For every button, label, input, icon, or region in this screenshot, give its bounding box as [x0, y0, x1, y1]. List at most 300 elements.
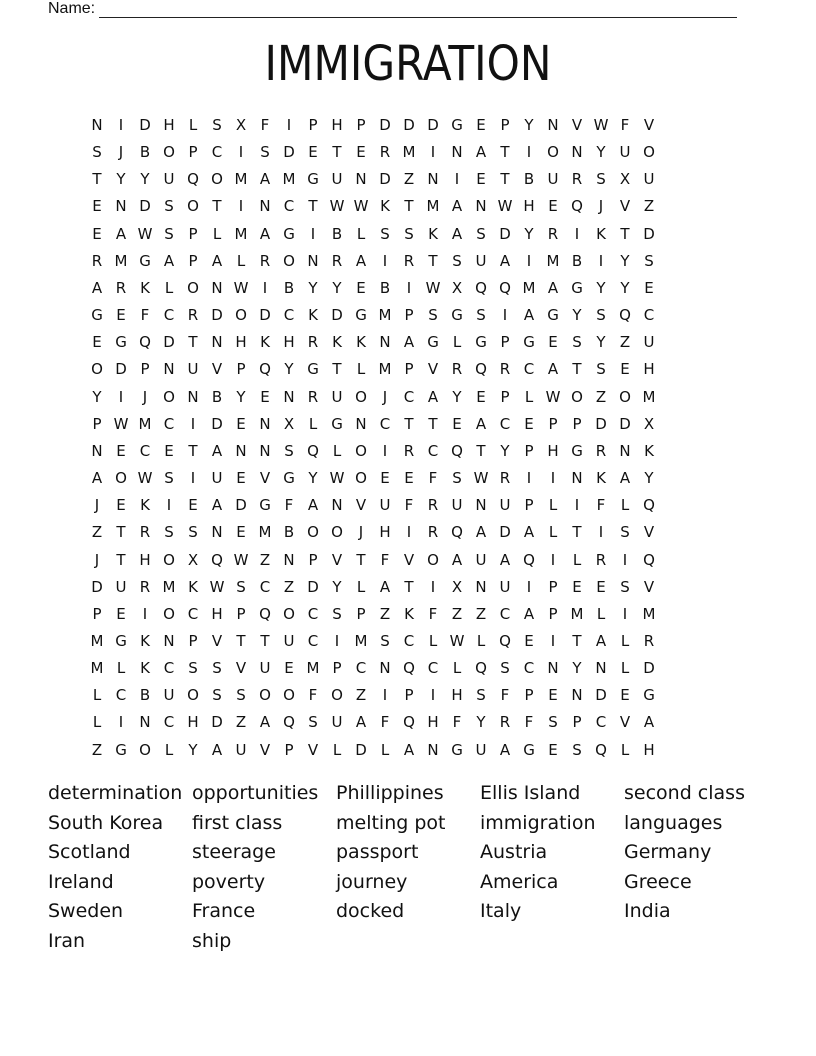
grid-letter: A	[523, 306, 535, 325]
grid-letter: R	[139, 523, 151, 542]
grid-letter: R	[595, 441, 607, 460]
grid-letter: Y	[236, 387, 246, 406]
grid-letter: I	[190, 414, 196, 433]
grid-letter: P	[188, 224, 198, 243]
grid-letter: Z	[619, 333, 631, 352]
word-item: India	[624, 900, 671, 923]
grid-letter: F	[140, 306, 150, 325]
grid-letter: C	[355, 659, 367, 678]
grid-letter: P	[548, 414, 558, 433]
grid-letter: E	[452, 414, 462, 433]
grid-letter: S	[644, 251, 654, 270]
grid-letter: Y	[188, 740, 198, 759]
grid-letter: Y	[116, 170, 126, 189]
grid-letter: D	[307, 577, 319, 596]
grid-letter: A	[259, 713, 271, 732]
grid-letter: R	[187, 306, 199, 325]
grid-letter: F	[620, 116, 630, 134]
grid-letter: I	[526, 251, 532, 270]
grid-letter: Z	[235, 713, 247, 732]
grid-letter: Z	[379, 604, 391, 623]
grid-letter: F	[428, 469, 438, 488]
grid-letter: L	[572, 550, 582, 569]
grid-letter: E	[620, 360, 630, 379]
grid-letter: F	[260, 116, 270, 134]
grid-letter: Z	[595, 387, 607, 406]
grid-letter: G	[283, 224, 295, 243]
grid-letter: C	[187, 604, 199, 623]
grid-letter: M	[378, 306, 392, 325]
grid-letter: C	[403, 631, 415, 650]
grid-letter: M	[570, 604, 584, 623]
grid-letter: T	[116, 550, 126, 569]
grid-letter: G	[331, 414, 343, 433]
grid-letter: L	[332, 441, 342, 460]
grid-letter: M	[90, 631, 104, 650]
grid-letter: N	[139, 713, 151, 732]
name-blank-line	[99, 2, 737, 18]
grid-letter: W	[449, 631, 465, 650]
grid-letter: I	[430, 577, 436, 596]
grid-letter: A	[451, 550, 463, 569]
grid-letter: A	[115, 224, 127, 243]
grid-letter: Z	[259, 550, 271, 569]
grid-letter: R	[499, 713, 511, 732]
grid-letter: V	[643, 577, 655, 596]
grid-letter: D	[595, 686, 607, 705]
grid-letter: R	[91, 251, 103, 270]
grid-letter: Y	[476, 713, 486, 732]
grid-letter: M	[234, 224, 248, 243]
grid-letter: K	[260, 333, 270, 352]
grid-letter: U	[499, 577, 511, 596]
grid-letter: F	[308, 686, 318, 705]
grid-letter: H	[379, 523, 391, 542]
grid-letter: K	[140, 631, 150, 650]
grid-letter: A	[259, 224, 271, 243]
grid-letter: L	[164, 740, 174, 759]
grid-letter: T	[356, 550, 366, 569]
grid-letter: I	[118, 713, 124, 732]
grid-letter: S	[212, 659, 222, 678]
grid-letter: T	[572, 523, 582, 542]
grid-letter: G	[283, 469, 295, 488]
grid-letter: P	[140, 360, 150, 379]
word-item: docked	[336, 900, 405, 923]
grid-letter: O	[283, 251, 295, 270]
grid-letter: O	[427, 550, 439, 569]
grid-letter: A	[475, 143, 487, 162]
word-list	[48, 780, 768, 958]
grid-letter: A	[499, 740, 511, 759]
grid-letter: N	[451, 143, 463, 162]
grid-letter: O	[187, 686, 199, 705]
grid-letter: I	[526, 469, 532, 488]
grid-letter: B	[331, 224, 343, 243]
word-item: Scotland	[48, 841, 131, 864]
grid-letter: T	[260, 631, 270, 650]
grid-letter: P	[308, 116, 318, 134]
grid-letter: X	[187, 550, 199, 569]
grid-letter: H	[331, 116, 343, 134]
grid-letter: A	[499, 550, 511, 569]
grid-letter: L	[428, 631, 438, 650]
word-item: Italy	[480, 900, 522, 923]
grid-letter: I	[550, 550, 556, 569]
grid-letter: T	[332, 360, 342, 379]
grid-letter: W	[233, 550, 249, 569]
grid-letter: G	[355, 306, 367, 325]
grid-letter: O	[187, 197, 199, 216]
grid-letter: M	[546, 251, 560, 270]
grid-letter: I	[190, 469, 196, 488]
grid-letter: P	[404, 360, 414, 379]
grid-letter: E	[476, 387, 486, 406]
grid-letter: S	[596, 170, 606, 189]
grid-letter: N	[163, 631, 175, 650]
grid-letter: O	[163, 550, 175, 569]
grid-letter: R	[307, 333, 319, 352]
grid-letter: R	[571, 170, 583, 189]
grid-letter: L	[452, 659, 462, 678]
grid-letter: C	[163, 414, 175, 433]
grid-letter: E	[236, 469, 246, 488]
grid-letter: D	[643, 659, 655, 678]
grid-letter: T	[404, 197, 414, 216]
grid-letter: I	[310, 224, 316, 243]
grid-letter: A	[547, 278, 559, 297]
grid-letter: D	[115, 360, 127, 379]
grid-letter: G	[259, 496, 271, 515]
grid-letter: P	[548, 577, 558, 596]
grid-letter: U	[115, 577, 127, 596]
grid-letter: M	[282, 170, 296, 189]
grid-letter: J	[382, 387, 388, 406]
grid-letter: Q	[571, 197, 583, 216]
grid-letter: R	[259, 251, 271, 270]
grid-letter: D	[379, 116, 391, 134]
word-item: France	[192, 900, 256, 923]
grid-letter: N	[571, 469, 583, 488]
grid-letter: R	[379, 143, 391, 162]
grid-letter: W	[353, 197, 369, 216]
grid-letter: A	[595, 631, 607, 650]
grid-letter: D	[259, 306, 271, 325]
grid-letter: R	[547, 224, 559, 243]
grid-letter: U	[451, 496, 463, 515]
grid-letter: O	[355, 441, 367, 460]
grid-letter: X	[451, 278, 463, 297]
grid-letter: F	[596, 496, 606, 515]
grid-letter: W	[329, 197, 345, 216]
grid-letter: L	[212, 224, 222, 243]
grid-letter: S	[188, 523, 198, 542]
grid-letter: I	[238, 197, 244, 216]
grid-letter: C	[259, 577, 271, 596]
grid-letter: C	[595, 713, 607, 732]
grid-letter: E	[236, 414, 246, 433]
grid-letter: A	[307, 496, 319, 515]
grid-letter: R	[427, 523, 439, 542]
grid-letter: K	[380, 197, 390, 216]
grid-letter: Z	[643, 197, 655, 216]
grid-letter: W	[137, 469, 153, 488]
grid-letter: N	[91, 441, 103, 460]
grid-letter: A	[547, 360, 559, 379]
grid-letter: O	[115, 469, 127, 488]
grid-letter: I	[574, 496, 580, 515]
grid-letter: N	[547, 659, 559, 678]
grid-letter: W	[425, 278, 441, 297]
grid-letter: G	[115, 740, 127, 759]
grid-letter: A	[91, 278, 103, 297]
grid-letter: T	[428, 251, 438, 270]
grid-letter: N	[547, 116, 559, 134]
grid-letter: U	[211, 469, 223, 488]
grid-letter: B	[379, 278, 391, 297]
grid-letter: I	[406, 278, 412, 297]
grid-letter: E	[572, 577, 582, 596]
grid-letter: D	[211, 414, 223, 433]
grid-letter: H	[211, 604, 223, 623]
grid-letter: N	[259, 441, 271, 460]
grid-letter: Q	[523, 550, 535, 569]
grid-letter: M	[306, 659, 320, 678]
grid-letter: C	[139, 441, 151, 460]
grid-letter: U	[283, 631, 295, 650]
grid-letter: G	[115, 333, 127, 352]
grid-letter: A	[163, 251, 175, 270]
grid-letter: L	[476, 631, 486, 650]
grid-letter: C	[427, 441, 439, 460]
grid-letter: R	[499, 469, 511, 488]
grid-letter: S	[284, 441, 294, 460]
grid-letter: W	[593, 116, 609, 134]
grid-letter: A	[619, 469, 631, 488]
grid-letter: S	[380, 631, 390, 650]
grid-letter: J	[598, 197, 604, 216]
grid-letter: P	[500, 116, 510, 134]
grid-letter: K	[140, 659, 150, 678]
grid-letter: S	[164, 224, 174, 243]
grid-letter: A	[355, 713, 367, 732]
grid-letter: Z	[355, 686, 367, 705]
grid-letter: U	[187, 360, 199, 379]
grid-letter: R	[427, 496, 439, 515]
grid-letter: A	[355, 251, 367, 270]
grid-letter: S	[212, 686, 222, 705]
grid-letter: H	[235, 333, 247, 352]
grid-letter: Y	[500, 441, 510, 460]
grid-letter: S	[620, 577, 630, 596]
grid-letter: O	[571, 387, 583, 406]
grid-letter: Q	[475, 659, 487, 678]
grid-letter: I	[334, 631, 340, 650]
grid-letter: J	[118, 143, 124, 162]
grid-letter: P	[524, 496, 534, 515]
grid-letter: E	[476, 170, 486, 189]
grid-letter: W	[113, 414, 129, 433]
grid-letter: C	[307, 604, 319, 623]
grid-letter: S	[164, 523, 174, 542]
name-field	[48, 0, 737, 18]
grid-letter: A	[379, 577, 391, 596]
grid-letter: T	[428, 414, 438, 433]
grid-letter: Z	[475, 604, 487, 623]
grid-letter: J	[142, 387, 148, 406]
grid-letter: L	[356, 360, 366, 379]
grid-letter: E	[644, 278, 654, 297]
grid-letter: G	[307, 170, 319, 189]
grid-letter: L	[596, 604, 606, 623]
grid-letter: E	[308, 143, 318, 162]
grid-letter: E	[596, 577, 606, 596]
grid-letter: C	[499, 604, 511, 623]
grid-letter: S	[308, 713, 318, 732]
grid-letter: O	[163, 143, 175, 162]
grid-letter: A	[403, 333, 415, 352]
grid-letter: L	[356, 224, 366, 243]
name-label: Name:	[48, 0, 96, 17]
grid-letter: N	[571, 686, 583, 705]
grid-letter: V	[259, 469, 271, 488]
grid-letter: X	[283, 414, 295, 433]
word-item: Phillippines	[336, 782, 444, 804]
grid-letter: D	[235, 496, 247, 515]
grid-letter: A	[451, 224, 463, 243]
grid-letter: N	[595, 659, 607, 678]
grid-letter: L	[620, 740, 630, 759]
grid-letter: T	[188, 441, 198, 460]
grid-letter: N	[379, 333, 391, 352]
grid-letter: W	[209, 577, 225, 596]
word-item: poverty	[192, 870, 266, 893]
grid-letter: I	[166, 496, 172, 515]
grid-letter: G	[523, 740, 535, 759]
grid-letter: Y	[308, 278, 318, 297]
grid-letter: D	[427, 116, 439, 134]
grid-letter: S	[332, 604, 342, 623]
grid-letter: T	[404, 414, 414, 433]
grid-letter: P	[92, 414, 102, 433]
grid-letter: B	[283, 523, 295, 542]
grid-letter: Q	[475, 360, 487, 379]
grid-letter: E	[356, 143, 366, 162]
grid-letter: Y	[596, 278, 606, 297]
grid-letter: K	[140, 496, 150, 515]
grid-letter: O	[283, 604, 295, 623]
grid-letter: K	[308, 306, 318, 325]
grid-letter: I	[454, 170, 460, 189]
grid-letter: R	[403, 441, 415, 460]
grid-letter: S	[236, 577, 246, 596]
grid-letter: S	[596, 360, 606, 379]
grid-letter: E	[92, 224, 102, 243]
grid-letter: K	[356, 333, 366, 352]
grid-letter: Q	[475, 278, 487, 297]
grid-letter: V	[643, 116, 655, 134]
grid-letter: U	[643, 170, 655, 189]
word-item: ship	[192, 929, 232, 952]
grid-letter: E	[116, 496, 126, 515]
grid-letter: I	[550, 631, 556, 650]
grid-letter: N	[235, 441, 247, 460]
word-item: immigration	[480, 811, 596, 834]
grid-letter: G	[475, 333, 487, 352]
grid-letter: S	[476, 686, 486, 705]
grid-letter: T	[188, 333, 198, 352]
grid-letter: A	[475, 414, 487, 433]
grid-letter: R	[403, 251, 415, 270]
grid-letter: L	[452, 333, 462, 352]
grid-letter: F	[404, 496, 414, 515]
grid-letter: R	[451, 360, 463, 379]
grid-letter: Q	[307, 441, 319, 460]
grid-letter: N	[355, 170, 367, 189]
grid-letter: S	[452, 251, 462, 270]
grid-letter: V	[307, 740, 319, 759]
grid-letter: S	[572, 740, 582, 759]
grid-letter: F	[380, 550, 390, 569]
grid-letter: Q	[403, 659, 415, 678]
grid-letter: S	[188, 659, 198, 678]
grid-letter: E	[476, 116, 486, 134]
grid-letter: S	[596, 306, 606, 325]
grid-letter: O	[163, 387, 175, 406]
grid-letter: U	[475, 740, 487, 759]
grid-letter: C	[379, 414, 391, 433]
grid-letter: E	[92, 197, 102, 216]
grid-letter: V	[211, 360, 223, 379]
grid-letter: G	[571, 278, 583, 297]
grid-letter: E	[116, 441, 126, 460]
grid-letter: T	[92, 170, 102, 189]
grid-letter: F	[524, 713, 534, 732]
grid-letter: Y	[332, 577, 342, 596]
grid-letter: A	[91, 469, 103, 488]
grid-letter: L	[548, 523, 558, 542]
grid-letter: O	[187, 278, 199, 297]
grid-letter: K	[596, 224, 606, 243]
grid-letter: W	[137, 224, 153, 243]
grid-letter: C	[211, 143, 223, 162]
grid-letter: D	[499, 224, 511, 243]
grid-letter: I	[430, 686, 436, 705]
grid-letter: I	[526, 577, 532, 596]
grid-letter: O	[259, 686, 271, 705]
grid-letter: P	[188, 251, 198, 270]
grid-letter: Y	[524, 224, 534, 243]
grid-letter: E	[548, 740, 558, 759]
grid-letter: P	[500, 333, 510, 352]
grid-letter: T	[572, 631, 582, 650]
grid-letter: N	[211, 333, 223, 352]
grid-letter: N	[427, 740, 439, 759]
grid-letter: C	[115, 686, 127, 705]
grid-letter: A	[523, 604, 535, 623]
grid-letter: M	[258, 523, 272, 542]
grid-letter: I	[238, 143, 244, 162]
grid-letter: T	[332, 143, 342, 162]
grid-letter: D	[355, 740, 367, 759]
grid-letter: J	[94, 496, 100, 515]
grid-letter: Z	[283, 577, 295, 596]
grid-letter: H	[139, 550, 151, 569]
grid-letter: F	[380, 713, 390, 732]
grid-letter: I	[286, 116, 292, 134]
grid-letter: V	[259, 740, 271, 759]
grid-letter: U	[331, 170, 343, 189]
